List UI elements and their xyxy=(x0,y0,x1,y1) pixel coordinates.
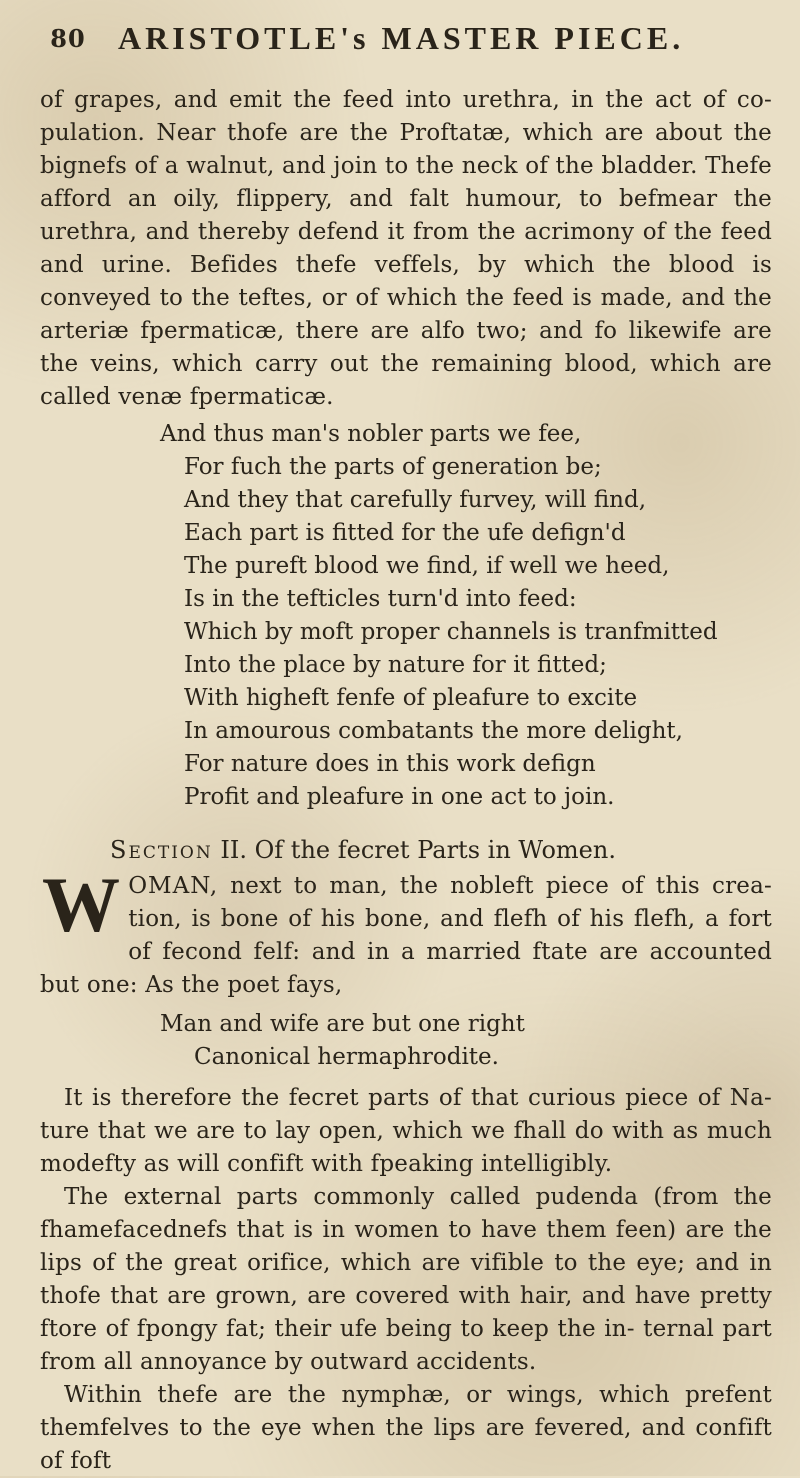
running-title xyxy=(118,20,684,57)
couplet-block xyxy=(160,1008,772,1074)
paragraph: It is therefore the fecret parts of that curious piece of Na- ture that we are to lay open, which we fhall do with as much modefty as will confift with fpeaking intelligibly. xyxy=(40,1085,772,1177)
verse-line: In amourous combatants the more delight, xyxy=(184,718,683,744)
verse-line: And they that carefully furvey, will find, xyxy=(184,487,647,513)
section-title: Of the fecret Parts in Women. xyxy=(254,836,616,864)
verse-line: For fuch the parts of generation be; xyxy=(184,454,602,480)
verse-line: Into the place by nature for it fitted; xyxy=(184,652,607,678)
page-number: 80 xyxy=(50,23,86,53)
section-number: II. xyxy=(220,836,247,864)
verse-line: And thus man's nobler parts we fee, xyxy=(160,421,582,447)
verse-line: Each part is fitted for the ufe defign'd xyxy=(184,520,626,546)
paragraph-continuation: of grapes, and emit the feed into urethra, in the act of co- pulation. Near thofe are the Proftatæ, which are about the bignefs of a walnut, and join to the neck of the bladder. Thefe afford an oily, flippery, and falt humour, to befmear the urethra, and thereby defend it from the acrimony of the feed and urine. Befides thefe veffels, by which the blood is conveyed to the teftes, or of which the feed is made, and the arteriæ fpermaticæ, there are alfo two; and fo likewife are the veins, which carry out the remaining blood, which are called venæ fpermaticæ. xyxy=(40,87,772,410)
verse-line: For nature does in this work defign xyxy=(184,751,596,777)
opening-text: next to man, the nobleft piece of this crea- tion, is bone of his bone, and flefh of his flefh, a fort of fecond felf: and in a married ftate are accounted but one: As the poet fays, xyxy=(40,873,772,998)
couplet-line: Canonical hermaphrodite. xyxy=(194,1044,499,1070)
opening-word: OMAN, xyxy=(128,873,219,899)
paragraph: Within thefe are the nymphæ, or wings, which prefent themfelves to the eye when the lips are fevered, and confift of foft xyxy=(40,1382,772,1474)
verse-line: Which by moft proper channels is tranfmitted xyxy=(184,619,718,645)
verse-block xyxy=(160,418,772,814)
drop-cap: W xyxy=(42,861,121,948)
couplet-line: Man and wife are but one right xyxy=(160,1011,525,1037)
running-title-rest: MASTER PIECE. xyxy=(369,19,685,56)
verse-line: The pureft blood we find, if well we heed, xyxy=(184,553,670,579)
verse-line: With higheft fenfe of pleafure to excite xyxy=(184,685,638,711)
page-header xyxy=(40,14,772,62)
paragraph: The external parts commonly called pudenda (from the fhamefacednefs that is in women to have them feen) are the lips of the great orifice, which are vifible to the eye; and in thofe that are grown, are covered with hair, and have pretty ftore of fpongy fat; their ufe being to keep the in- ternal part from all annoyance by outward accidents. xyxy=(40,1184,772,1375)
paragraph-opening xyxy=(40,861,772,1002)
running-title-main: ARISTOTLE's xyxy=(118,19,370,56)
verse-line: Is in the tefticles turn'd into feed: xyxy=(184,586,577,612)
section-label: Section xyxy=(110,836,213,864)
verse-line: Profit and pleafure in one act to join. xyxy=(184,784,615,810)
section-heading xyxy=(110,832,772,868)
